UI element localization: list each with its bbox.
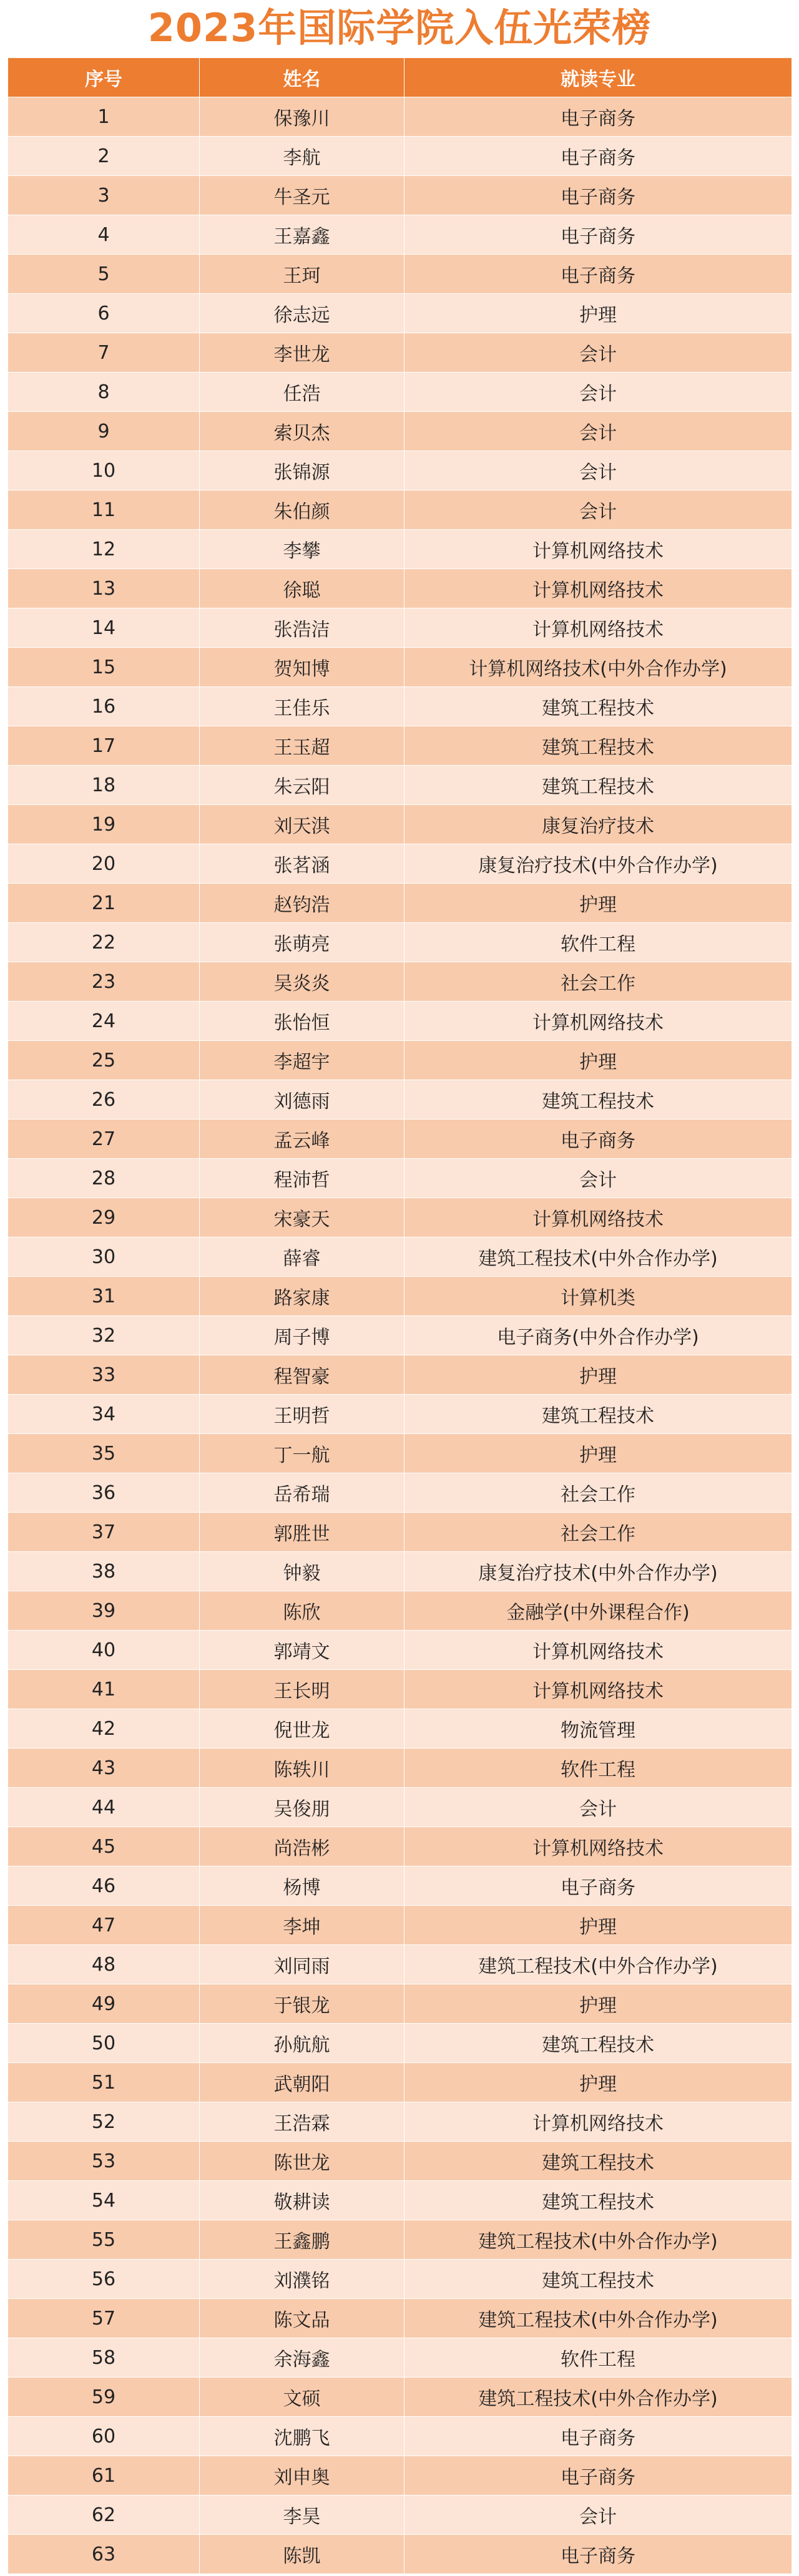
cell-major: 社会工作 <box>404 962 792 1002</box>
table-row <box>8 1080 792 1120</box>
cell-major: 会计 <box>404 1159 792 1198</box>
header-major: 就读专业 <box>404 58 792 97</box>
cell-index: 58 <box>8 2338 200 2378</box>
cell-name: 牛圣元 <box>200 176 404 215</box>
cell-name: 钟毅 <box>200 1552 404 1591</box>
cell-major: 计算机网络技术 <box>404 2102 792 2142</box>
cell-index: 36 <box>8 1473 200 1513</box>
cell-major: 金融学(中外课程合作) <box>404 1591 792 1631</box>
cell-index: 42 <box>8 1709 200 1749</box>
table-row <box>8 2220 792 2260</box>
cell-name: 吴俊朋 <box>200 1788 404 1827</box>
cell-name: 刘濮铭 <box>200 2260 404 2299</box>
cell-index: 14 <box>8 608 200 648</box>
cell-index: 39 <box>8 1591 200 1631</box>
table-row <box>8 648 792 687</box>
cell-index: 26 <box>8 1080 200 1120</box>
cell-name: 王长明 <box>200 1670 404 1709</box>
cell-major: 建筑工程技术 <box>404 1080 792 1120</box>
cell-major: 会计 <box>404 490 792 530</box>
table-row <box>8 2496 792 2535</box>
cell-name: 张浩洁 <box>200 608 404 648</box>
cell-major: 护理 <box>404 2063 792 2102</box>
cell-index: 37 <box>8 1513 200 1552</box>
table-row <box>8 1513 792 1552</box>
cell-index: 16 <box>8 687 200 726</box>
cell-major: 电子商务 <box>404 2535 792 2574</box>
table-row <box>8 97 792 137</box>
cell-major: 建筑工程技术 <box>404 726 792 766</box>
header-index: 序号 <box>8 58 200 97</box>
table-row <box>8 1355 792 1395</box>
cell-major: 电子商务 <box>404 97 792 137</box>
cell-name: 吴炎炎 <box>200 962 404 1002</box>
cell-index: 57 <box>8 2299 200 2338</box>
table-row <box>8 1277 792 1316</box>
cell-major: 护理 <box>404 1984 792 2024</box>
cell-index: 63 <box>8 2535 200 2574</box>
cell-index: 22 <box>8 923 200 962</box>
table-row <box>8 333 792 373</box>
cell-major: 计算机网络技术 <box>404 530 792 569</box>
cell-name: 王鑫鹏 <box>200 2220 404 2260</box>
table-row <box>8 412 792 451</box>
cell-major: 建筑工程技术 <box>404 2181 792 2220</box>
cell-index: 21 <box>8 884 200 923</box>
cell-major: 建筑工程技术 <box>404 1395 792 1434</box>
cell-name: 孙航航 <box>200 2024 404 2063</box>
cell-index: 38 <box>8 1552 200 1591</box>
cell-name: 岳希瑞 <box>200 1473 404 1513</box>
cell-index: 54 <box>8 2181 200 2220</box>
cell-name: 陈文品 <box>200 2299 404 2338</box>
cell-major: 会计 <box>404 2496 792 2535</box>
cell-name: 郭靖文 <box>200 1631 404 1670</box>
cell-index: 7 <box>8 333 200 373</box>
table-row <box>8 1316 792 1355</box>
table-row <box>8 1434 792 1473</box>
cell-name: 刘申奥 <box>200 2456 404 2496</box>
cell-name: 李超宇 <box>200 1041 404 1080</box>
cell-major: 护理 <box>404 1041 792 1080</box>
cell-name: 程智豪 <box>200 1355 404 1395</box>
cell-index: 48 <box>8 1945 200 1984</box>
cell-major: 计算机网络技术(中外合作办学) <box>404 648 792 687</box>
table-row <box>8 2142 792 2181</box>
cell-index: 15 <box>8 648 200 687</box>
table-row <box>8 1395 792 1434</box>
table-row <box>8 215 792 255</box>
cell-index: 49 <box>8 1984 200 2024</box>
table-row <box>8 2181 792 2220</box>
header-row <box>8 58 792 97</box>
table-row <box>8 1906 792 1945</box>
table-row <box>8 2378 792 2417</box>
table-row <box>8 1237 792 1277</box>
table-row <box>8 255 792 294</box>
cell-name: 保豫川 <box>200 97 404 137</box>
cell-index: 35 <box>8 1434 200 1473</box>
cell-major: 电子商务 <box>404 2417 792 2456</box>
cell-name: 宋豪天 <box>200 1198 404 1237</box>
cell-name: 敬耕读 <box>200 2181 404 2220</box>
cell-index: 10 <box>8 451 200 490</box>
cell-name: 余海鑫 <box>200 2338 404 2378</box>
cell-index: 55 <box>8 2220 200 2260</box>
table-row <box>8 294 792 333</box>
cell-name: 李昊 <box>200 2496 404 2535</box>
cell-name: 李坤 <box>200 1906 404 1945</box>
cell-name: 刘天淇 <box>200 805 404 844</box>
cell-name: 杨博 <box>200 1866 404 1906</box>
table-row <box>8 1749 792 1788</box>
cell-index: 8 <box>8 373 200 412</box>
table-row <box>8 2535 792 2574</box>
cell-index: 61 <box>8 2456 200 2496</box>
cell-major: 电子商务 <box>404 255 792 294</box>
table-row <box>8 1945 792 1984</box>
cell-index: 11 <box>8 490 200 530</box>
cell-name: 刘同雨 <box>200 1945 404 1984</box>
cell-index: 31 <box>8 1277 200 1316</box>
cell-index: 53 <box>8 2142 200 2181</box>
honor-roll-table <box>7 57 792 2574</box>
cell-index: 50 <box>8 2024 200 2063</box>
cell-name: 沈鹏飞 <box>200 2417 404 2456</box>
table-row <box>8 2456 792 2496</box>
cell-major: 电子商务(中外合作办学) <box>404 1316 792 1355</box>
cell-index: 28 <box>8 1159 200 1198</box>
table-row <box>8 2338 792 2378</box>
cell-major: 计算机网络技术 <box>404 569 792 608</box>
cell-major: 建筑工程技术 <box>404 2024 792 2063</box>
cell-index: 2 <box>8 137 200 176</box>
cell-name: 武朝阳 <box>200 2063 404 2102</box>
cell-major: 软件工程 <box>404 2338 792 2378</box>
table-row <box>8 923 792 962</box>
cell-index: 52 <box>8 2102 200 2142</box>
cell-major: 计算机网络技术 <box>404 608 792 648</box>
cell-major: 护理 <box>404 294 792 333</box>
cell-index: 43 <box>8 1749 200 1788</box>
cell-index: 20 <box>8 844 200 884</box>
cell-name: 贺知博 <box>200 648 404 687</box>
cell-index: 59 <box>8 2378 200 2417</box>
cell-major: 物流管理 <box>404 1709 792 1749</box>
cell-index: 41 <box>8 1670 200 1709</box>
cell-name: 陈轶川 <box>200 1749 404 1788</box>
cell-name: 程沛哲 <box>200 1159 404 1198</box>
cell-name: 张萌亮 <box>200 923 404 962</box>
cell-name: 于银龙 <box>200 1984 404 2024</box>
table-row <box>8 1159 792 1198</box>
cell-major: 康复治疗技术(中外合作办学) <box>404 1552 792 1591</box>
table-row <box>8 1198 792 1237</box>
cell-index: 33 <box>8 1355 200 1395</box>
table-body <box>8 97 792 2574</box>
table-row <box>8 2102 792 2142</box>
cell-major: 电子商务 <box>404 1866 792 1906</box>
cell-index: 32 <box>8 1316 200 1355</box>
cell-major: 计算机网络技术 <box>404 1002 792 1041</box>
cell-name: 张怡恒 <box>200 1002 404 1041</box>
table-row <box>8 2417 792 2456</box>
table-row <box>8 608 792 648</box>
cell-index: 34 <box>8 1395 200 1434</box>
cell-name: 尚浩彬 <box>200 1827 404 1866</box>
cell-major: 计算机网络技术 <box>404 1827 792 1866</box>
table-row <box>8 176 792 215</box>
cell-name: 路家康 <box>200 1277 404 1316</box>
table-row <box>8 726 792 766</box>
cell-major: 社会工作 <box>404 1513 792 1552</box>
cell-index: 17 <box>8 726 200 766</box>
cell-name: 徐志远 <box>200 294 404 333</box>
table-row <box>8 962 792 1002</box>
cell-index: 5 <box>8 255 200 294</box>
table-row <box>8 1591 792 1631</box>
table-row <box>8 530 792 569</box>
cell-index: 19 <box>8 805 200 844</box>
cell-index: 51 <box>8 2063 200 2102</box>
cell-name: 陈世龙 <box>200 2142 404 2181</box>
cell-name: 张茗涵 <box>200 844 404 884</box>
cell-index: 9 <box>8 412 200 451</box>
cell-name: 郭胜世 <box>200 1513 404 1552</box>
cell-name: 朱伯颜 <box>200 490 404 530</box>
table-row <box>8 1984 792 2024</box>
table-row <box>8 1788 792 1827</box>
cell-major: 建筑工程技术(中外合作办学) <box>404 1237 792 1277</box>
cell-major: 建筑工程技术(中外合作办学) <box>404 2299 792 2338</box>
cell-major: 电子商务 <box>404 1120 792 1159</box>
cell-index: 46 <box>8 1866 200 1906</box>
cell-name: 赵钧浩 <box>200 884 404 923</box>
table-row <box>8 2063 792 2102</box>
cell-name: 王珂 <box>200 255 404 294</box>
page-title: 2023年国际学院入伍光荣榜 <box>147 5 652 51</box>
table-row <box>8 2299 792 2338</box>
table-row <box>8 1473 792 1513</box>
cell-index: 13 <box>8 569 200 608</box>
cell-index: 4 <box>8 215 200 255</box>
cell-major: 会计 <box>404 373 792 412</box>
table-row <box>8 844 792 884</box>
cell-major: 软件工程 <box>404 1749 792 1788</box>
cell-name: 李攀 <box>200 530 404 569</box>
table-header <box>8 58 792 97</box>
cell-index: 18 <box>8 766 200 805</box>
cell-index: 12 <box>8 530 200 569</box>
cell-major: 建筑工程技术(中外合作办学) <box>404 1945 792 1984</box>
cell-major: 电子商务 <box>404 176 792 215</box>
cell-name: 刘德雨 <box>200 1080 404 1120</box>
table-row <box>8 1827 792 1866</box>
cell-major: 康复治疗技术(中外合作办学) <box>404 844 792 884</box>
cell-name: 陈欣 <box>200 1591 404 1631</box>
cell-index: 25 <box>8 1041 200 1080</box>
cell-major: 建筑工程技术 <box>404 2142 792 2181</box>
cell-major: 软件工程 <box>404 923 792 962</box>
cell-major: 护理 <box>404 884 792 923</box>
table-row <box>8 1041 792 1080</box>
cell-major: 建筑工程技术 <box>404 766 792 805</box>
cell-name: 李航 <box>200 137 404 176</box>
table-row <box>8 1709 792 1749</box>
cell-index: 40 <box>8 1631 200 1670</box>
cell-major: 护理 <box>404 1906 792 1945</box>
cell-name: 陈凯 <box>200 2535 404 2574</box>
cell-name: 周子博 <box>200 1316 404 1355</box>
table-row <box>8 884 792 923</box>
cell-name: 朱云阳 <box>200 766 404 805</box>
table-row <box>8 766 792 805</box>
cell-name: 任浩 <box>200 373 404 412</box>
cell-major: 计算机网络技术 <box>404 1631 792 1670</box>
cell-name: 王浩霖 <box>200 2102 404 2142</box>
cell-index: 44 <box>8 1788 200 1827</box>
cell-major: 会计 <box>404 451 792 490</box>
cell-major: 计算机网络技术 <box>404 1670 792 1709</box>
cell-name: 薛睿 <box>200 1237 404 1277</box>
cell-index: 24 <box>8 1002 200 1041</box>
cell-name: 孟云峰 <box>200 1120 404 1159</box>
cell-name: 索贝杰 <box>200 412 404 451</box>
cell-major: 计算机类 <box>404 1277 792 1316</box>
cell-index: 30 <box>8 1237 200 1277</box>
cell-index: 47 <box>8 1906 200 1945</box>
cell-major: 建筑工程技术 <box>404 687 792 726</box>
cell-index: 29 <box>8 1198 200 1237</box>
cell-major: 会计 <box>404 333 792 373</box>
cell-major: 电子商务 <box>404 137 792 176</box>
cell-index: 3 <box>8 176 200 215</box>
table-row <box>8 569 792 608</box>
table-row <box>8 1631 792 1670</box>
cell-name: 王玉超 <box>200 726 404 766</box>
header-name: 姓名 <box>200 58 404 97</box>
table-row <box>8 1670 792 1709</box>
table-row <box>8 373 792 412</box>
cell-index: 27 <box>8 1120 200 1159</box>
cell-index: 62 <box>8 2496 200 2535</box>
cell-major: 社会工作 <box>404 1473 792 1513</box>
cell-index: 56 <box>8 2260 200 2299</box>
cell-name: 张锦源 <box>200 451 404 490</box>
table-row <box>8 2024 792 2063</box>
cell-major: 电子商务 <box>404 215 792 255</box>
table-row <box>8 490 792 530</box>
table-row <box>8 1002 792 1041</box>
table-row <box>8 687 792 726</box>
table-row <box>8 805 792 844</box>
cell-name: 王佳乐 <box>200 687 404 726</box>
cell-major: 会计 <box>404 1788 792 1827</box>
cell-major: 建筑工程技术(中外合作办学) <box>404 2220 792 2260</box>
cell-name: 倪世龙 <box>200 1709 404 1749</box>
cell-name: 徐聪 <box>200 569 404 608</box>
cell-index: 1 <box>8 97 200 137</box>
table-row <box>8 1552 792 1591</box>
cell-index: 23 <box>8 962 200 1002</box>
cell-major: 建筑工程技术 <box>404 2260 792 2299</box>
cell-major: 会计 <box>404 412 792 451</box>
cell-index: 6 <box>8 294 200 333</box>
cell-index: 45 <box>8 1827 200 1866</box>
cell-index: 60 <box>8 2417 200 2456</box>
cell-name: 丁一航 <box>200 1434 404 1473</box>
cell-major: 护理 <box>404 1355 792 1395</box>
cell-major: 护理 <box>404 1434 792 1473</box>
cell-major: 计算机网络技术 <box>404 1198 792 1237</box>
cell-major: 电子商务 <box>404 2456 792 2496</box>
table-row <box>8 137 792 176</box>
cell-major: 康复治疗技术 <box>404 805 792 844</box>
table-row <box>8 2260 792 2299</box>
table-row <box>8 451 792 490</box>
table-row <box>8 1120 792 1159</box>
table-row <box>8 1866 792 1906</box>
cell-major: 建筑工程技术(中外合作办学) <box>404 2378 792 2417</box>
cell-name: 文硕 <box>200 2378 404 2417</box>
cell-name: 王嘉鑫 <box>200 215 404 255</box>
cell-name: 李世龙 <box>200 333 404 373</box>
cell-name: 王明哲 <box>200 1395 404 1434</box>
